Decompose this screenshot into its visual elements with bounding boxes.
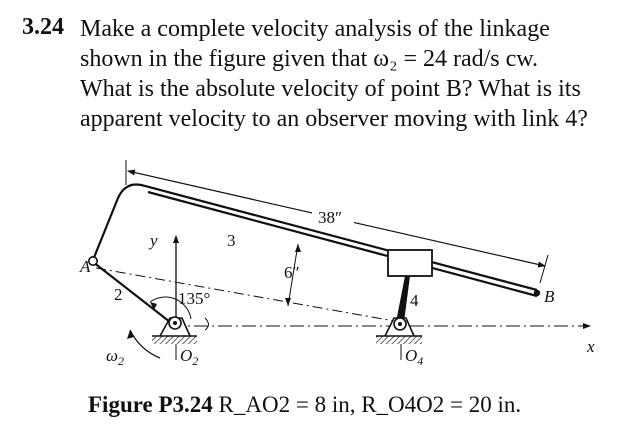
point-b-dot xyxy=(534,290,540,296)
angle-label: 135° xyxy=(178,289,211,308)
dim-38-label: 38″ xyxy=(318,208,343,227)
label-o4: O xyxy=(405,346,418,365)
problem-line-4: apparent velocity to an observer moving with link 4? xyxy=(80,106,588,132)
dimension-6 xyxy=(284,244,301,306)
svg-text:O4 xyxy=(405,346,423,368)
svg-text:O2 xyxy=(180,346,198,368)
link-4 xyxy=(396,276,410,322)
label-b: B xyxy=(544,287,555,306)
svg-text:ω2 xyxy=(106,346,124,368)
label-o2-sub: 2 xyxy=(192,354,199,368)
label-o4-sub: 4 xyxy=(417,354,424,368)
label-a: A xyxy=(80,257,91,276)
label-omega: ω xyxy=(106,346,119,365)
caption-text: R_AO2 = 8 in, R_O4O2 = 20 in. xyxy=(218,392,522,417)
label-4: 4 xyxy=(410,291,419,310)
dimension-38 xyxy=(126,160,548,283)
problem-number: 3.24 xyxy=(22,14,64,40)
label-3: 3 xyxy=(227,231,236,250)
label-omega-sub: 2 xyxy=(118,354,125,368)
x-axis-label: x xyxy=(587,337,595,356)
caption-label: Figure P3.24 xyxy=(88,392,213,417)
label-o2: O xyxy=(180,346,193,365)
centerline-a-o4 xyxy=(96,268,400,322)
problem-line-1: Make a complete velocity analysis of the linkage xyxy=(80,16,550,42)
y-axis-label: y xyxy=(150,231,158,250)
link-2 xyxy=(93,262,170,322)
problem-line-3: What is the absolute velocity of point B? What is its xyxy=(80,76,581,102)
label-2: 2 xyxy=(114,285,123,304)
figure-caption xyxy=(88,392,521,418)
dim-6-label: 6″ xyxy=(284,263,300,282)
problem-line-2: shown in the figure given that ω₂ = 24 rad/s cw. xyxy=(80,46,539,72)
slider-block xyxy=(388,250,432,276)
